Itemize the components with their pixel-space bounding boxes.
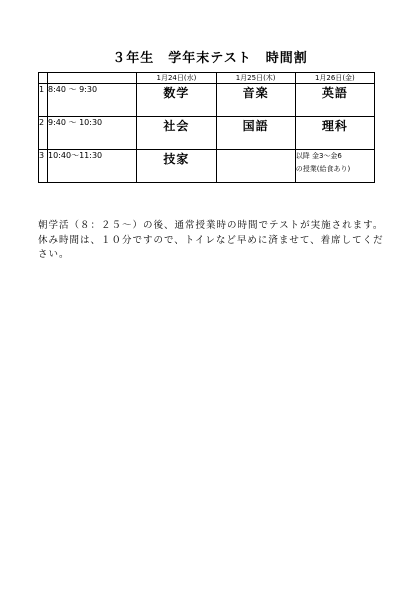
subject-cell-empty	[216, 150, 295, 183]
period-number: 1	[39, 84, 48, 117]
date-header-3: 1月26日(金)	[295, 73, 374, 84]
subject-cell: 数学	[137, 84, 216, 117]
subject-cell: 英語	[295, 84, 374, 117]
subject-cell: 理科	[295, 117, 374, 150]
period-number: 2	[39, 117, 48, 150]
schedule-table	[38, 72, 375, 183]
page-title: ３年生 学年末テスト 時間割	[112, 51, 308, 66]
subject-cell: 技家	[137, 150, 216, 183]
header-blank-cell	[39, 73, 48, 84]
period-time: 9:40 ～ 10:30	[48, 117, 137, 150]
period-time: 8:40 ～ 9:30	[48, 84, 137, 117]
period-row-3	[39, 150, 375, 183]
header-blank-cell	[48, 73, 137, 84]
note-cell	[295, 150, 374, 183]
subject-cell: 国語	[216, 117, 295, 150]
period-number: 3	[39, 150, 48, 183]
period-row-1	[39, 84, 375, 117]
note-line-2: の授業(給食あり)	[295, 165, 351, 173]
date-header-row	[39, 73, 375, 84]
subject-cell: 音楽	[216, 84, 295, 117]
date-header-1: 1月24日(水)	[137, 73, 216, 84]
notice-text: 朝学活（８：２５～）の後、通常授業時の時間でテストが実施されます。休み時間は、１０分ですので、トイレなど早めに済ませて、着席してください。	[38, 220, 384, 260]
period-row-2	[39, 117, 375, 150]
date-header-2: 1月25日(木)	[216, 73, 295, 84]
note-line-1: 以降 金3～金6	[295, 152, 342, 160]
period-time: 10:40～11:30	[48, 150, 137, 183]
subject-cell: 社会	[137, 117, 216, 150]
